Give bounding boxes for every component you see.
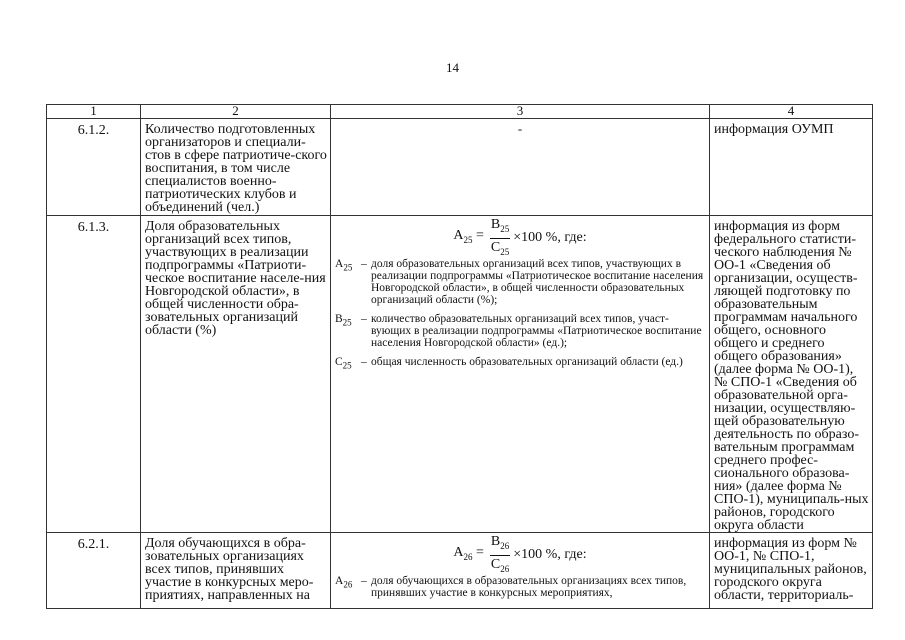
formula-lhs: $A_{26}$ = bbox=[453, 545, 484, 562]
formula-denominator: $C_{26}$ bbox=[490, 556, 510, 574]
header-col-2: 2 bbox=[141, 105, 331, 119]
header-col-4: 4 bbox=[710, 105, 873, 119]
indicator-name: Количество подготовленных организаторов и специали-стов в сфере патриотиче-ского воспитания, в том числе специалистов военно-патриотических клубов и объединений (чел.) bbox=[141, 119, 331, 216]
table-row bbox=[47, 119, 873, 216]
definition-item: $B_{25}$ – количество образовательных организаций всех типов, участ-вующих в реализации подпрограммы «Патриотическое воспитание населения Новгородской области» (ед.); bbox=[335, 313, 702, 349]
table-row bbox=[47, 533, 873, 609]
indicator-name: Доля образовательных организаций всех типов, участвующих в реализации подпрограммы «Патриоти-ческое воспитание населе-ния Новгородской области», в общей численности обра-зовательных организаций области (%) bbox=[141, 216, 331, 533]
table-row bbox=[47, 216, 873, 533]
formula bbox=[335, 535, 705, 575]
calculation-method bbox=[331, 119, 710, 216]
empty-method-dash: - bbox=[517, 121, 523, 136]
table-header-row bbox=[47, 105, 873, 119]
indicators-table bbox=[46, 104, 873, 609]
data-source: информация из форм № ОО-1, № СПО-1, муниципальных районов, городского округа области, территориаль- bbox=[710, 533, 873, 609]
row-number: 6.2.1. bbox=[47, 533, 141, 609]
header-col-3: 3 bbox=[331, 105, 710, 119]
formula-rhs: ×100 %, где: bbox=[513, 547, 587, 562]
formula-rhs: ×100 %, где: bbox=[513, 230, 587, 245]
formula-lhs: $A_{25}$ = bbox=[453, 228, 484, 245]
header-col-1: 1 bbox=[47, 105, 141, 119]
formula-fraction bbox=[490, 534, 510, 577]
formula-denominator: $C_{25}$ bbox=[490, 239, 510, 257]
definitions-list bbox=[335, 575, 705, 599]
page-number: 14 bbox=[446, 60, 459, 75]
row-number: 6.1.3. bbox=[47, 216, 141, 533]
formula-numerator: $B_{25}$ bbox=[490, 217, 510, 239]
row-number: 6.1.2. bbox=[47, 119, 141, 216]
calculation-method bbox=[331, 533, 710, 609]
indicator-name: Доля обучающихся в обра-зовательных организациях всех типов, принявших участие в конкурсных меро-приятиях, направленных на bbox=[141, 533, 331, 609]
definition-item: $C_{25}$ – общая численность образовательных организаций области (ед.) bbox=[335, 356, 683, 371]
data-source: информация ОУМП bbox=[710, 119, 873, 216]
definitions-list bbox=[335, 258, 705, 371]
formula-numerator: $B_{26}$ bbox=[490, 534, 510, 556]
formula bbox=[335, 218, 705, 258]
data-source: информация из форм федерального статисти-ческого наблюдения № ОО-1 «Сведения об организации, осуществ-ляющей подготовку по образовательным программам начального общего, основного общего и среднего общего образования» (далее форма № ОО-1), № СПО-1 «Сведения об образовательной орга-низации, осуществляю-щей образовательную деятельность по образо-вательным программам среднего профес-сионального образова-ния» (далее форма № СПО-1), муниципаль-ных районов, городского округа области bbox=[710, 216, 873, 533]
definition-item: $A_{26}$ – доля обучающихся в образовательных организациях всех типов, принявших участие в конкурсных мероприятиях, bbox=[335, 575, 687, 599]
formula-fraction bbox=[490, 217, 510, 260]
definition-item: $A_{25}$ – доля образовательных организаций всех типов, участвующих в реализации подпрограммы «Патриотическое воспитание населения Новгородской области», в общей численности образовательных организаций области (%); bbox=[335, 258, 704, 306]
calculation-method bbox=[331, 216, 710, 533]
